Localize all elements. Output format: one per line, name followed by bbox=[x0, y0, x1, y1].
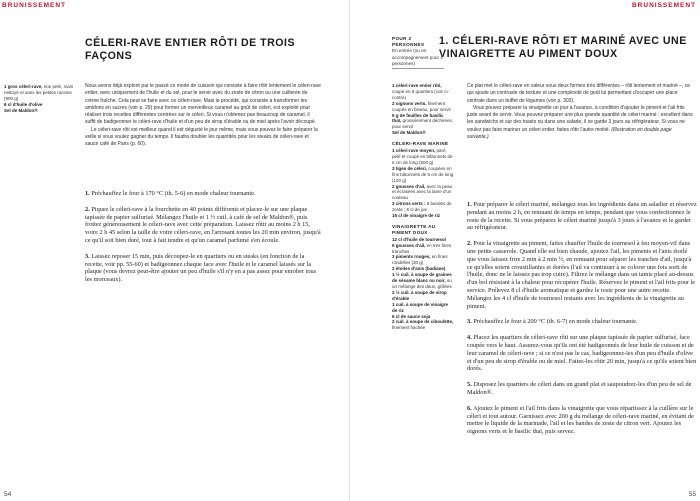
page-number: 55 bbox=[688, 491, 696, 498]
ingredient-name: 6 cl d'huile d'olive bbox=[4, 101, 43, 107]
step-number: 6. bbox=[467, 404, 472, 412]
method-steps bbox=[85, 190, 321, 292]
step bbox=[85, 190, 321, 198]
recipe-intro bbox=[467, 83, 693, 141]
ingredient-desc: en fines rondelles (30 g) bbox=[392, 254, 448, 266]
ingredient-item bbox=[392, 290, 454, 302]
running-head: BRUNISSEMENT bbox=[631, 2, 696, 9]
step-number: 1. bbox=[467, 201, 472, 208]
step bbox=[467, 334, 697, 373]
ingredient-name: 2 cuil. à soupe de ciboulette, bbox=[392, 319, 454, 325]
step bbox=[467, 201, 697, 232]
intro-paragraph: Nous avons déjà exploré par le passé ce mode de cuisson qui consiste à faire rôtir lentement le céleri-rave entier, avec uniquement de l'huile et du sel, pour le servir avec du zeste de citron ou une cuillerée de crème fraîche. Cela peut se faire avec ce céleri-rave. Mais le procédé, qui consiste à transformer les amidons en sucres (voir p. 29) pour former un merveilleux caramel au goût de céleri, est exploité pour réaliser trois recettes différentes centrées sur le céleri. Si vous n'obtenez pas beaucoup de caramel, il suffit de badigeonner le céleri-rave d'huile et d'un peu de sirop d'érable ou de miel après l'avoir découpé. bbox=[85, 83, 321, 126]
step-text: Pour préparer le céleri mariné, mélangez tous les ingrédients dans un saladier et réservez pendant au moins 2 h, en remuant de temps en temps, pendant que vous confectionnez le reste de la recette. Si vous préparez le céleri mariné jusqu'à 3 jours à l'avance et le garder au réfrigérateur. bbox=[467, 201, 697, 232]
ingredient-name: 2 gousses d'ail, bbox=[392, 183, 426, 189]
step bbox=[85, 206, 321, 245]
ingredient-item bbox=[392, 184, 454, 202]
ingredient-item bbox=[392, 319, 454, 331]
step-text: Disposez les quartiers de céleri dans un grand plat et saupoudrez-les d'un peu de sel de Maldon®. bbox=[467, 381, 692, 396]
ingredient-item bbox=[392, 148, 454, 166]
ingredient-name: 2 étoiles d'anis (badiane) bbox=[392, 266, 446, 272]
right-page bbox=[350, 0, 700, 501]
step-text: Pour la vinaigrette au piment, faites chauffer l'huile de tournesol à feu moyen-vif dans une petite casserole. Quand elle est bien chaude, ajoutez l'ail, les piments et l'anis étoilé que vous laissez frire 2 min à 2 min ½, en remuant pour séparer les tranches d'ail, jusqu'à ce qu'elles soient croustillantes et dorées (l'ail va continuer à se colorer une fois sorti de l'huile, donc ne le laissez pas trop cuire). Filtrez le mélange dans un tamis placé au-dessus d'un bol résistant à la chaleur pour récupérer l'huile. Réservez le piment et l'ail frits pour le service. Prélevez 8 cl d'huile aromatique et gardez le reste pour une autre recette. Mélangez les 4 cl d'huile de tournesol restants avec les ingrédients de la vinaigrette au piment. bbox=[467, 240, 696, 310]
running-head: BRUNISSEMENT bbox=[2, 2, 67, 9]
section-heading: VINAIGRETTE AU PIMENT DOUX bbox=[392, 223, 436, 235]
step bbox=[467, 318, 697, 326]
step bbox=[85, 253, 321, 284]
step-text: Préchauffez le four à 170 °C (th. 5-6) en mode chaleur tournante. bbox=[91, 190, 256, 197]
ingredient-name: 3 tiges de céleri, bbox=[392, 165, 428, 171]
method-steps bbox=[467, 201, 697, 444]
ingredient-item bbox=[392, 254, 454, 266]
step-text: Ajoutez le piment et l'ail frits dans la vinaigrette que vous répartissez à la cuillère sur le céleri et tout autour. Garnissez avec 200 g du mélange de céleri-rave mariné, en évitant de mettre le liquide de la marinade, l'ail et les bandes de zeste de citron vert. Ajoutez les oignons verts et le basilic thaï, puis servez. bbox=[467, 404, 694, 436]
ingredients-list bbox=[392, 83, 454, 331]
ingredient-name: 12 cl d'huile de tournesol bbox=[392, 236, 446, 242]
recipe-title: 1. CÉLERI-RAVE RÔTI ET MARINÉ AVEC UNE VINAIGRETTE AU PIMENT DOUX bbox=[439, 35, 687, 60]
ingredient-desc: coupées en fins bâtonnets de 6 cm de long (120 g) bbox=[392, 165, 454, 183]
ingredient-desc: 6 bandes de zeste ; 6 cl de jus bbox=[392, 201, 452, 213]
intro-paragraph: Ce plat met le céleri-rave en valeur sous deux formes très différentes – rôti lentement et mariné –, ce qui ajoute un contraste de texture et une complexité de goût lui permettant d'occuper une place centrale dans un buffet de légumes (voir p. 303). bbox=[467, 83, 691, 104]
step-number: 2. bbox=[85, 205, 90, 213]
recipe-title: CÉLERI-RAVE ENTIER RÔTI DE TROIS FAÇONS bbox=[85, 37, 296, 62]
ingredient-name: Sel de Maldon® bbox=[4, 107, 38, 113]
servings-text: En entrée (ou en accompagnement pour 4 personnes) bbox=[392, 48, 443, 66]
intro-paragraph bbox=[467, 105, 693, 141]
ingredient-name: 15 cl de vinaigre de riz bbox=[392, 213, 441, 219]
ingredient-item bbox=[4, 84, 74, 102]
ingredient-name: 5 g de feuilles de basilic thaï, bbox=[392, 112, 444, 124]
ingredient-item bbox=[392, 243, 454, 255]
ingredient-desc: finement hachée bbox=[392, 325, 426, 331]
ingredient-item bbox=[392, 83, 454, 101]
step-text: Laissez reposer 15 min, puis découpez-le en quartiers ou en steaks (en fonction de la recette, voir pp. 55-60) et badigeonnez chaque face avec l'huile et le caramel laissés sur la plaque (vous devrez peut-être ajouter un peu d'huile s'il n'y en a pas assez pour enrober tous les morceaux). bbox=[85, 252, 317, 284]
ingredient-item bbox=[392, 101, 454, 113]
divider bbox=[392, 68, 444, 69]
ingredient-desc: finement coupés en biseau, pour servir bbox=[392, 100, 452, 112]
step-number: 1. bbox=[85, 190, 90, 197]
ingredient-desc: en très fines tranches bbox=[392, 242, 452, 254]
intro-text: Vous pouvez préparer la vinaigrette un jour à l'avance, à condition d'ajouter le piment et l'ail frits juste avant de servir. Vous pouvez préparer une plus grande quantité de céleri mariné : excellent dans les sandwichs et sur des toasts ou dans une salade, il se garde 3 jours au réfrigérateur. Si vous ne voulez pas faire mariner un céleri entier, faites rôtir l'autre moitié. bbox=[467, 104, 693, 133]
intro-paragraph: Le céleri-rave rôti est meilleur quand il est dégusté le jour même, mais vous pouvez le faire préparer la veille si vous voulez gagner du temps. Il faudra doubler les quantités pour les steaks de céleri-rave et sauce café de Paris (p. 60). bbox=[85, 126, 318, 148]
ingredient-item bbox=[392, 213, 454, 219]
ingredient-desc: paré, pelé et coupé en bâtonnets de 6 cm de long (500 g) bbox=[392, 148, 453, 165]
ingredient-desc: avec la peau et écrasées avec la lame d'un couteau bbox=[392, 183, 453, 201]
ingredient-name: 5 gousses d'ail, bbox=[392, 242, 426, 248]
ingredient-item bbox=[392, 113, 454, 131]
step-text: Piquez le céleri-rave à la fourchette en 40 points différents et placez-le sur une plaque tapissée de papier sulfurisé. Mélangez l'huile et 1 ½ cuil. à café de sel de Maldon®, puis frottez généreusement le céleri-rave avec cette préparation. Laissez rôtir au moins 2 h 15, voire 2 h 45 selon la taille de votre céleri-rave, en l'arrosant toutes les 20 min environ, jusqu'à ce qu'il soit bien doré, tout à fait tendre et qu'un caramel parfumé s'en écoule. bbox=[85, 205, 321, 244]
step-number: 2. bbox=[467, 240, 472, 248]
ingredient-desc: non pelé, mais nettoyé et sans les petites racines (900 g) bbox=[4, 84, 74, 101]
ingredient-name: 1 céleri-rave moyen, bbox=[392, 148, 436, 154]
ingredient-name: 2 ½ cuil. à soupe de sirop d'érable bbox=[392, 289, 447, 301]
ingredient-item bbox=[392, 272, 454, 290]
ingredient-item bbox=[392, 302, 454, 314]
ingredient-name: 3 piments rouges, bbox=[392, 254, 431, 260]
servings-box bbox=[392, 36, 444, 69]
ingredient-name: 2 oignons verts, bbox=[392, 100, 427, 106]
ingredient-name: 1 gros céleri-rave, bbox=[4, 84, 43, 89]
ingredients-list bbox=[4, 84, 74, 114]
ingredient-item bbox=[4, 108, 74, 114]
step-text: Placez les quartiers de céleri-rave rôti sur une plaque tapissée de papier sulfurisé, face coupée vers le haut. Assurez-vous qu'ils ont été badigeonnés de leur huile de cuisson et de leur caramel de céleri-rave ; si ce n'est pas le cas, badigeonnez-les d'un peu d'huile d'olive et d'un peu de sirop d'érable ou de miel. Faites-les rôtir 20 min, jusqu'à ce qu'ils soient bien dorés. bbox=[467, 334, 697, 373]
step-number: 3. bbox=[85, 252, 90, 260]
section-heading: CÉLERI-RAVE MARINÉ bbox=[392, 141, 449, 147]
ingredient-name: Sel de Maldon® bbox=[392, 130, 426, 136]
step-number: 4. bbox=[467, 334, 472, 342]
step bbox=[467, 405, 697, 436]
illustration-note: (Illustration en double page suivante.) bbox=[467, 126, 672, 141]
ingredient-name: 1 ½ cuil. à soupe de graines de sésame blanc ou noir, bbox=[392, 272, 452, 284]
recipe-intro bbox=[85, 83, 321, 149]
page-number: 54 bbox=[4, 491, 12, 498]
step-number: 5. bbox=[467, 381, 472, 389]
step-number: 3. bbox=[467, 318, 472, 326]
step-text: Préchauffez le four à 200 °C (th. 6-7) en mode chaleur tournante. bbox=[473, 318, 638, 326]
ingredient-name: 1 céleri-rave entier rôti, bbox=[392, 83, 442, 88]
ingredient-name: 1 cuil. à soupe de vinaigre de riz bbox=[392, 301, 449, 313]
ingredient-item bbox=[392, 201, 454, 213]
ingredient-desc: coupé en 8 quartiers (voir ci-contre) bbox=[392, 88, 450, 100]
ingredient-name: 3 citrons verts : bbox=[392, 201, 426, 207]
ingredient-name: 6 cl de sauce soja bbox=[392, 313, 431, 319]
ingredient-item bbox=[392, 166, 454, 184]
step bbox=[467, 240, 697, 310]
servings-heading: POUR 2 PERSONNES bbox=[392, 36, 425, 48]
ingredient-desc: ou un mélange des deux, grillées bbox=[392, 278, 452, 289]
step bbox=[467, 381, 697, 397]
ingredient-desc: grossièrement déchirées, pour servir bbox=[392, 118, 454, 130]
ingredient-item bbox=[392, 130, 454, 136]
